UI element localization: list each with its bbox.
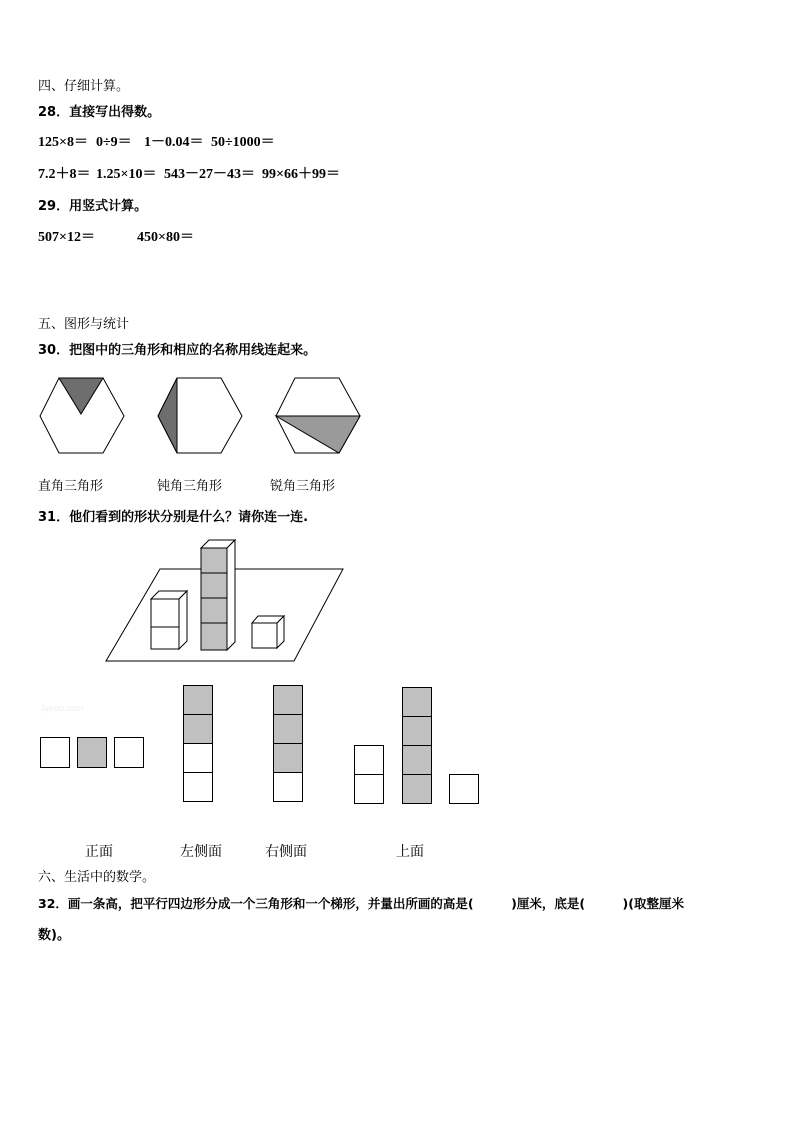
watermark: Jyeoo.com (40, 703, 84, 713)
calc-0div9: 0÷9＝ (96, 135, 132, 150)
question-30-label: 30．把图中的三角形和相应的名称用线连起来。 (38, 343, 317, 358)
name-acute-triangle: 锐角三角形 (270, 479, 336, 494)
section-4-title: 四、仔细计算。 (38, 79, 130, 94)
calc-1minus004: 1－0.04＝ (144, 135, 204, 150)
tall-cube-stack (201, 540, 235, 650)
calc-125x10: 1.25×10＝ (96, 167, 157, 182)
question-32-line-1: 32．画一条高，把平行四边形分成一个三角形和一个梯形，并量出所画的高是( )厘米，底是( )(取整厘米 (38, 896, 684, 911)
single-cube (252, 616, 284, 648)
name-obtuse-triangle: 钝角三角形 (157, 479, 223, 494)
hexagon-figure-1 (38, 376, 128, 456)
question-31-label: 31．他们看到的形状分别是什么？请你连一连. (38, 510, 309, 525)
block-scene (100, 540, 350, 665)
calc-125x8: 125×8＝ (38, 135, 88, 150)
question-32-line-2: 数)。 (38, 928, 70, 943)
vertical-calc-507x12: 507×12＝ (38, 230, 95, 245)
shaded-triangle (158, 378, 177, 453)
vertical-calc-450x80: 450×80＝ (137, 230, 194, 245)
calc-99x66plus99: 99×66＋99＝ (262, 167, 340, 182)
question-28-label: 28．直接写出得数。 (38, 105, 161, 120)
view-label-top: 上面 (396, 844, 424, 860)
calc-50div1000: 50÷1000＝ (211, 135, 275, 150)
view-label-front: 正面 (85, 844, 113, 860)
hexagon-figure-3 (274, 376, 364, 456)
name-right-triangle: 直角三角形 (38, 479, 104, 494)
view-label-right-side: 右侧面 (265, 844, 307, 860)
section-6-title: 六、生活中的数学。 (38, 870, 156, 885)
section-5-title: 五、图形与统计 (38, 317, 130, 332)
hexagon-figure-2 (156, 376, 246, 456)
question-29-label: 29．用竖式计算。 (38, 199, 148, 214)
calc-543minus: 543－27－43＝ (164, 167, 255, 182)
view-label-left-side: 左侧面 (180, 844, 222, 860)
calc-72plus8: 7.2＋8＝ (38, 167, 91, 182)
left-cube-stack (151, 591, 187, 649)
